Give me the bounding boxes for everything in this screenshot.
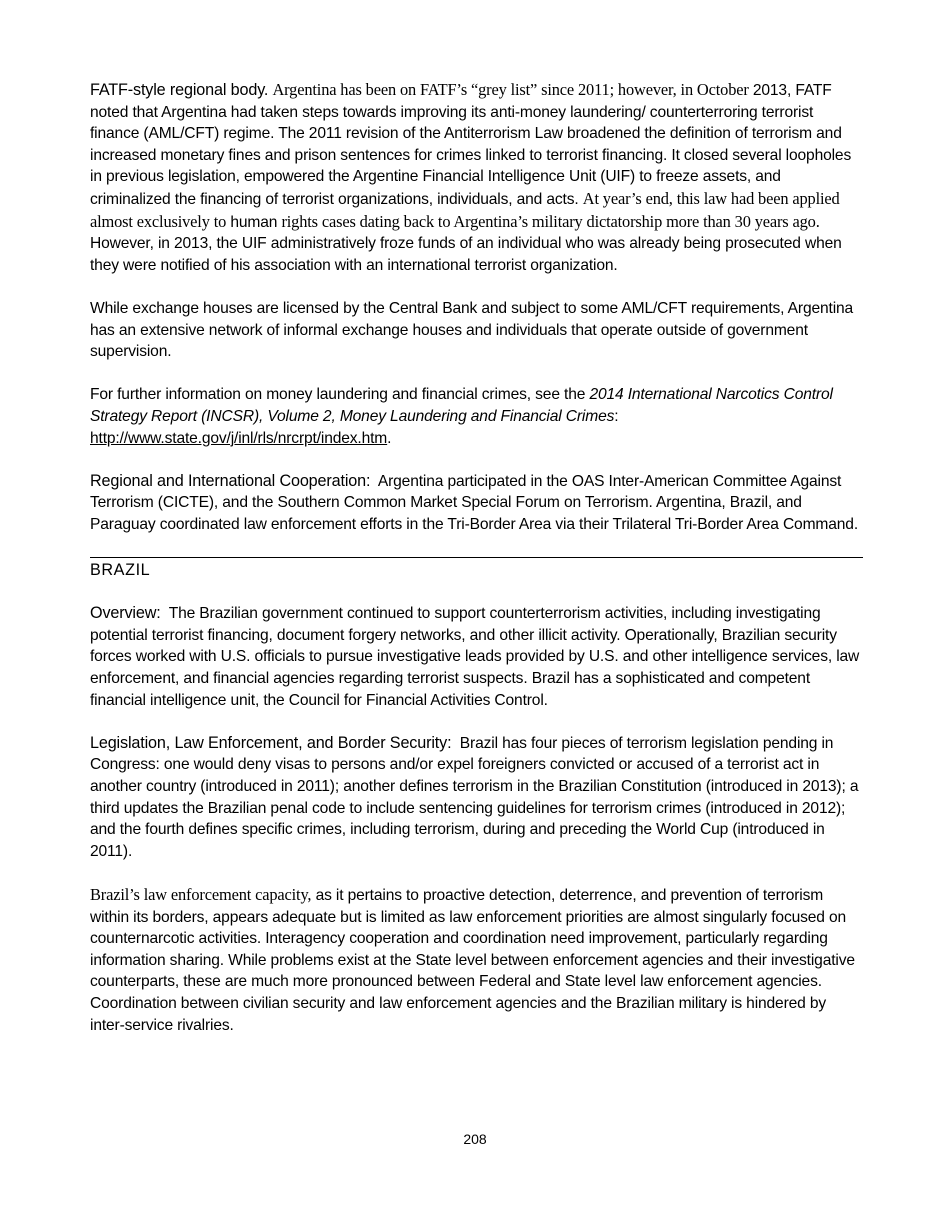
text-span: Argentina participated in the OAS Inter-American Committee Against Terrorism (CICTE), and the Southern Common Market Special Forum on Terrorism. Argentina, Brazil, and Paraguay coordinated law enforcement efforts in the Tri-Border Area via their Trilateral Tri-Border Area Command. [90,472,859,533]
text-span: Argentina has been on FATF’s “grey list” since 2011; however, in October [272,80,749,99]
paragraph-further-information [90,384,863,449]
text-span: as it pertains to proactive detection, deterrence, and prevention of terrorism within its borders, appears adequate but is limited as law enforcement priorities are almost singularly focused on counternarcotic activities. Interagency cooperation and coordination need improvement, particularly regarding information sharing. While problems exist at the State level between enforcement agencies and their investigative counterparts, these are much more pronounced between Federal and State level law enforcement agencies. Coordination between civilian security and law enforcement agencies and the Brazilian military is hindered by inter-service rivalries. [90,886,855,1034]
text-span: human [230,213,278,231]
paragraph-legislation [90,733,863,863]
text-span: 2013, FATF noted that Argentina had taken steps towards improving its anti-money laundering/ counterterroring terrorist finance (AML/CFT) regime. The 2011 revision of the Antiterrorism Law broadened the definition of terrorism and increased monetary fines and prison sentences for crimes linked to terrorist financing. It closed several loopholes in previous legislation, empowered the Argentine Financial Intelligence Unit (UIF) to freeze assets, and criminalized the financing of terrorist organizations, individuals, and acts. [90,82,852,208]
text-span: For further information on money laundering and financial crimes, see the [90,386,586,404]
text-span: Brazil’s law enforcement capacity, [90,884,312,904]
text-span: : [614,407,619,425]
paragraph-regional-cooperation [90,471,863,536]
report-title: 2014 International Narcotics Control Strategy Report (INCSR), Volume 2, Money Laundering and Financial Crimes [90,386,833,425]
text-span: However, in 2013, the UIF administratively froze funds of an individual who was already being prosecuted when they were notified of his association with an international terrorist organization. [90,235,842,274]
text-span: Brazil has four pieces of terrorism legislation pending in Congress: one would deny visas to persons and/or expel foreigners convicted or accused of a terrorist act in another country (introduced in 2011); another defines terrorism in the Brazilian Constitution (introduced in 2013); a third updates the Brazilian penal code to include sentencing guidelines for terrorism crimes (introduced in 2012); and the fourth defines specific crimes, including terrorism, during and preceding the World Cup (introduced in 2011). [90,734,859,860]
text-span: The Brazilian government continued to support counterterrorism activities, including investigating potential terrorist financing, document forgery networks, and other illicit activity. Operationally, Brazilian security forces worked with U.S. officials to pursue investigative leads provided by U.S. and other intelligence services, law enforcement, and financial agencies regarding terrorist suspects. Brazil has a sophisticated and competent financial intelligence unit, the Council for Financial Activities Control. [90,605,860,709]
text-span: . [387,429,392,447]
document-page [90,79,863,1058]
section-heading-fatf: FATF-style regional body. [90,81,269,99]
text-span: At year’s end, this law had been applied almost exclusively to [90,188,840,231]
report-link[interactable]: http://www.state.gov/j/inl/rls/nrcrpt/index.htm [90,429,388,447]
paragraph-overview [90,603,863,711]
section-heading-regional-cooperation: Regional and International Cooperation: [90,471,371,490]
paragraph-fatf-grey-list [90,79,863,276]
paragraph-exchange-houses: While exchange houses are licensed by the Central Bank and subject to some AML/CFT requirements, Argentina has an extensive network of informal exchange houses and individuals that operate outside of government supervision. [90,299,854,361]
text-span: rights cases dating back to Argentina’s military dictatorship more than 30 years ago. [281,211,820,231]
paragraph-law-enforcement-capacity [90,884,863,1036]
section-heading-overview: Overview: [90,604,161,623]
country-heading: BRAZIL [90,561,151,580]
page-number: 208 [463,1131,487,1147]
section-heading-legislation: Legislation, Law Enforcement, and Border Security: [90,733,452,752]
section-divider [90,557,863,558]
